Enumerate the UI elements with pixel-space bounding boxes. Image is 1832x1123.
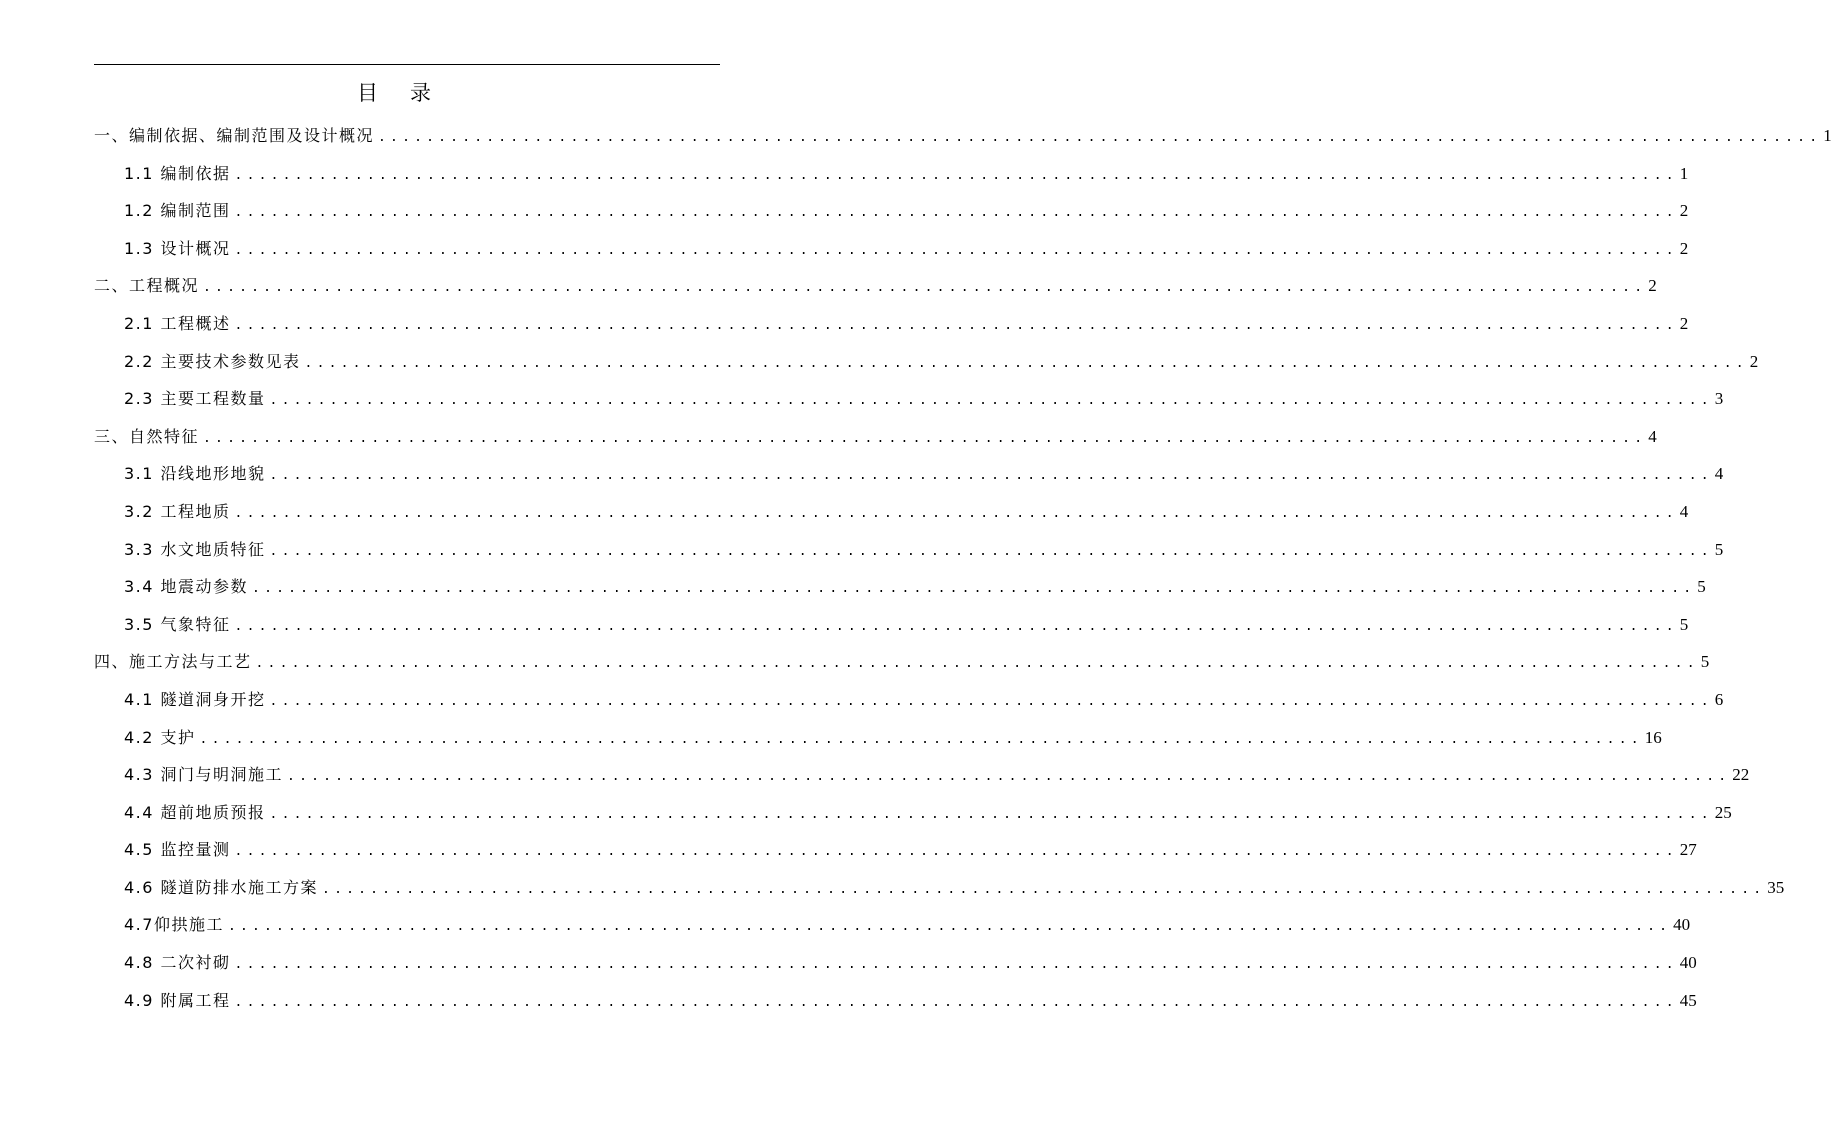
toc-entry-page-number: 6: [1714, 689, 1724, 709]
toc-entry-label: 3.2 工程地质: [124, 501, 231, 521]
toc-entry-page-number: 45: [1679, 990, 1697, 1010]
toc-entry[interactable]: [94, 831, 1697, 869]
toc-entry-page-number: 2: [1679, 201, 1689, 221]
page-title: [0, 78, 794, 108]
toc-entry[interactable]: [94, 155, 1689, 193]
toc-dot-leader: ........................................................................................................................: [234, 242, 1678, 258]
toc-entry-label: 2.2 主要技术参数见表: [124, 351, 301, 371]
toc-dot-leader: ........................................................................................................................: [378, 130, 1822, 145]
toc-dot-leader: ........................................................................................................................: [269, 806, 1713, 822]
table-of-contents: [94, 117, 1832, 1019]
toc-entry-page-number: 35: [1767, 877, 1785, 897]
toc-entry[interactable]: [94, 305, 1689, 343]
toc-entry[interactable]: [94, 869, 1785, 907]
toc-entry[interactable]: [94, 267, 1657, 305]
toc-entry-page-number: 2: [1679, 313, 1689, 333]
toc-entry-label: 3.4 地震动参数: [124, 577, 249, 597]
toc-entry-page-number: 40: [1673, 915, 1691, 935]
toc-entry[interactable]: [94, 681, 1724, 719]
toc-entry-page-number: 25: [1714, 802, 1732, 822]
toc-entry-page-number: 27: [1679, 840, 1697, 860]
toc-dot-leader: ........................................................................................................................: [234, 618, 1678, 634]
toc-entry-label: 4.7仰拱施工: [124, 915, 224, 935]
toc-entry-label: 四、施工方法与工艺: [94, 652, 252, 672]
toc-entry-label: 一、编制依据、编制范围及设计概况: [94, 126, 375, 145]
toc-dot-leader: ........................................................................................................................: [322, 881, 1766, 897]
toc-entry-page-number: 5: [1679, 614, 1689, 634]
toc-entry[interactable]: [94, 117, 1832, 155]
toc-entry-page-number: 5: [1700, 652, 1710, 672]
toc-entry-page-number: 40: [1679, 953, 1697, 973]
toc-entry[interactable]: [94, 418, 1657, 456]
toc-dot-leader: ........................................................................................................................: [234, 844, 1678, 860]
toc-entry-label: 2.1 工程概述: [124, 313, 231, 333]
toc-dot-leader: ........................................................................................................................: [203, 430, 1647, 446]
toc-entry-page-number: 5: [1697, 577, 1706, 597]
toc-entry-label: 4.5 监控量测: [124, 840, 231, 860]
toc-entry-label: 3.3 水文地质特征: [124, 539, 266, 559]
toc-entry-label: 4.9 附属工程: [124, 990, 231, 1010]
toc-entry-label: 4.6 隧道防排水施工方案: [124, 877, 319, 897]
toc-entry-label: 3.1 沿线地形地貌: [124, 464, 266, 484]
toc-entry-page-number: 2: [1648, 276, 1657, 296]
toc-entry-label: 4.2 支护: [124, 727, 196, 747]
toc-entry-page-number: 1: [1823, 126, 1832, 145]
toc-entry-page-number: 16: [1644, 727, 1662, 747]
toc-dot-leader: ........................................................................................................................: [269, 693, 1713, 709]
toc-dot-leader: ........................................................................................................................: [234, 505, 1678, 521]
page-title-char-2: 录: [410, 81, 437, 105]
toc-entry[interactable]: [94, 756, 1750, 794]
toc-dot-leader: ........................................................................................................................: [234, 167, 1678, 183]
toc-entry-page-number: 3: [1714, 389, 1724, 409]
toc-entry-label: 4.8 二次衬砌: [124, 953, 231, 973]
toc-entry-label: 4.3 洞门与明洞施工: [124, 765, 284, 785]
toc-entry-page-number: 2: [1679, 238, 1689, 258]
toc-dot-leader: ........................................................................................................................: [234, 994, 1678, 1010]
toc-entry-page-number: 5: [1714, 539, 1724, 559]
toc-dot-leader: ........................................................................................................................: [199, 731, 1643, 747]
toc-entry-label: 1.2 编制范围: [124, 201, 231, 221]
toc-entry[interactable]: [94, 343, 1759, 381]
toc-dot-leader: ........................................................................................................................: [234, 205, 1678, 221]
toc-dot-leader: ........................................................................................................................: [252, 581, 1696, 597]
toc-entry-page-number: 4: [1714, 464, 1724, 484]
toc-entry-page-number: 4: [1679, 501, 1689, 521]
toc-entry[interactable]: [94, 531, 1724, 569]
toc-entry[interactable]: [94, 906, 1691, 944]
toc-entry[interactable]: [94, 944, 1697, 982]
toc-entry-label: 1.1 编制依据: [124, 163, 231, 183]
toc-entry-page-number: 1: [1679, 163, 1689, 183]
toc-entry[interactable]: [94, 493, 1689, 531]
toc-entry-label: 1.3 设计概况: [124, 238, 231, 258]
toc-dot-leader: ........................................................................................................................: [203, 280, 1647, 296]
toc-entry-page-number: 4: [1648, 426, 1657, 446]
toc-entry-label: 3.5 气象特征: [124, 614, 231, 634]
toc-entry[interactable]: [94, 192, 1689, 230]
toc-entry[interactable]: [94, 455, 1724, 493]
toc-entry[interactable]: [94, 380, 1724, 418]
toc-entry-label: 三、自然特征: [94, 426, 200, 446]
toc-entry[interactable]: [94, 643, 1710, 681]
toc-entry-label: 4.1 隧道洞身开挖: [124, 689, 266, 709]
toc-dot-leader: ........................................................................................................................: [269, 543, 1713, 559]
page-title-char-1: 目: [357, 81, 384, 105]
toc-entry[interactable]: [94, 719, 1662, 757]
toc-dot-leader: ........................................................................................................................: [304, 355, 1748, 371]
toc-dot-leader: ........................................................................................................................: [234, 317, 1678, 333]
toc-dot-leader: ........................................................................................................................: [227, 919, 1672, 935]
toc-entry-label: 2.3 主要工程数量: [124, 389, 266, 409]
toc-entry-page-number: 22: [1732, 765, 1750, 785]
toc-dot-leader: ........................................................................................................................: [287, 769, 1731, 785]
toc-entry[interactable]: [94, 230, 1689, 268]
toc-entry[interactable]: [94, 982, 1697, 1020]
header-rule: [94, 64, 720, 65]
toc-dot-leader: ........................................................................................................................: [269, 393, 1713, 409]
toc-entry[interactable]: [94, 568, 1706, 606]
toc-entry[interactable]: [94, 606, 1689, 644]
toc-entry[interactable]: [94, 794, 1732, 832]
toc-entry-page-number: 2: [1749, 351, 1759, 371]
toc-dot-leader: ........................................................................................................................: [234, 957, 1678, 973]
toc-dot-leader: ........................................................................................................................: [255, 656, 1699, 672]
toc-dot-leader: ........................................................................................................................: [269, 468, 1713, 484]
toc-entry-label: 二、工程概况: [94, 276, 200, 296]
toc-entry-label: 4.4 超前地质预报: [124, 802, 266, 822]
